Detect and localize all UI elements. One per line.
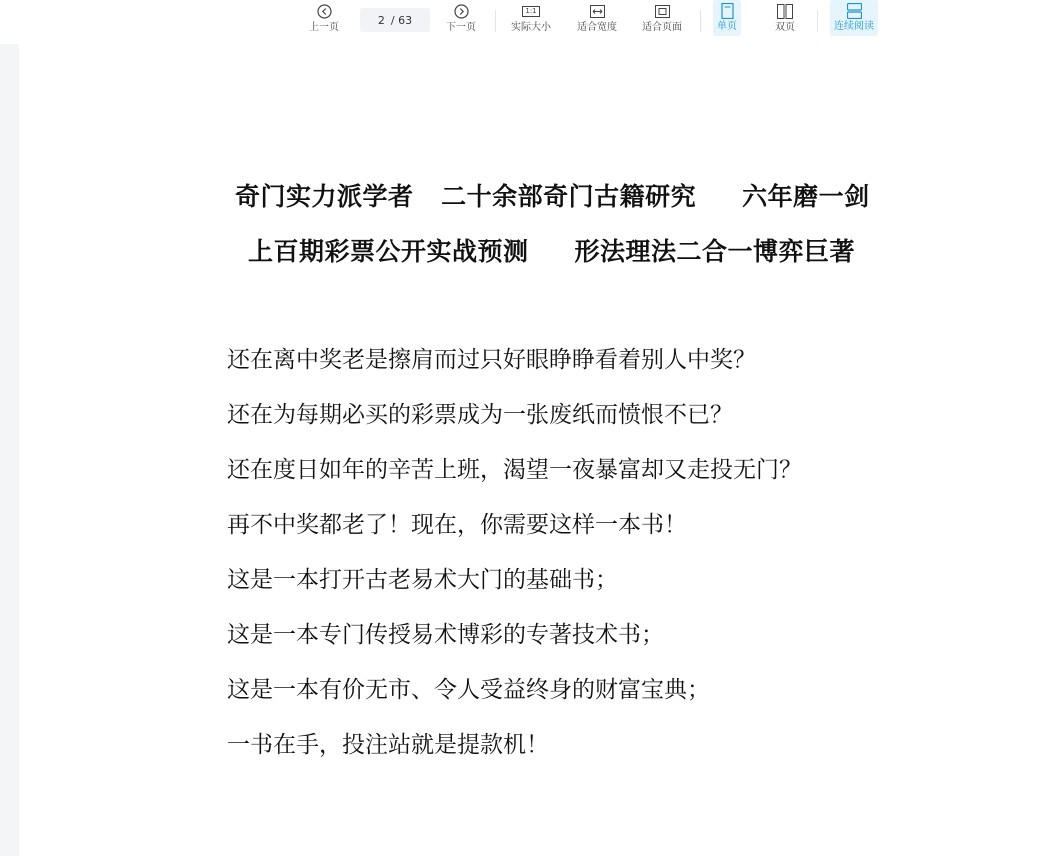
document-page <box>19 44 1058 856</box>
body-line: 这是一本有价无市、令人受益终身的财富宝典； <box>227 677 710 703</box>
fit-width-icon <box>588 3 606 20</box>
toolbar-divider <box>700 10 701 32</box>
body-line: 这是一本打开古老易术大门的基础书； <box>227 567 618 593</box>
headline-line-2: 上百期彩票公开实战预测 形法理法二合一博弈巨著 <box>248 237 856 266</box>
fit-page-icon <box>653 3 671 20</box>
prev-page-label: 上一页 <box>309 22 339 33</box>
next-page-button[interactable] <box>446 3 476 34</box>
actual-size-label: 实际大小 <box>511 22 551 33</box>
next-page-label: 下一页 <box>446 22 476 33</box>
body-line: 一书在手，投注站就是提款机！ <box>227 732 549 758</box>
fit-width-button[interactable] <box>577 3 617 34</box>
single-page-button[interactable] <box>713 0 741 36</box>
body-line: 还在度日如年的辛苦上班，渴望一夜暴富却又走投无门？ <box>227 457 802 483</box>
double-page-button[interactable] <box>775 3 795 34</box>
actual-size-button[interactable] <box>511 3 551 34</box>
body-line: 还在为每期必买的彩票成为一张废纸而愤恨不已？ <box>227 402 733 428</box>
continuous-reading-label: 连续阅读 <box>834 21 874 32</box>
toolbar-divider <box>817 10 818 32</box>
double-page-icon <box>776 3 794 20</box>
viewer-toolbar <box>0 0 1058 44</box>
double-page-label: 双页 <box>775 22 795 33</box>
body-line: 还在离中奖老是擦肩而过只好眼睁睁看着别人中奖？ <box>227 347 756 373</box>
body-line: 再不中奖都老了！现在，你需要这样一本书！ <box>227 512 687 538</box>
toolbar-divider <box>495 10 496 32</box>
continuous-reading-button[interactable] <box>830 0 878 36</box>
single-page-icon <box>718 2 736 19</box>
page-total-label: / 63 <box>390 13 413 27</box>
actual-size-icon: 1:1 <box>522 3 540 20</box>
fit-width-label: 适合宽度 <box>577 22 617 33</box>
page-number-field[interactable] <box>360 8 430 32</box>
continuous-reading-icon <box>845 2 863 19</box>
single-page-label: 单页 <box>717 21 737 32</box>
chevron-right-circle-icon <box>452 3 470 20</box>
prev-page-button[interactable] <box>309 3 339 34</box>
body-line: 这是一本专门传授易术博彩的专著技术书； <box>227 622 664 648</box>
headline-line-1: 奇门实力派学者 二十余部奇门古籍研究 六年磨一剑 <box>235 182 870 211</box>
chevron-left-circle-icon <box>315 3 333 20</box>
fit-page-label: 适合页面 <box>642 22 682 33</box>
page-current-input[interactable]: 2 <box>377 13 385 27</box>
fit-page-button[interactable] <box>642 3 682 34</box>
